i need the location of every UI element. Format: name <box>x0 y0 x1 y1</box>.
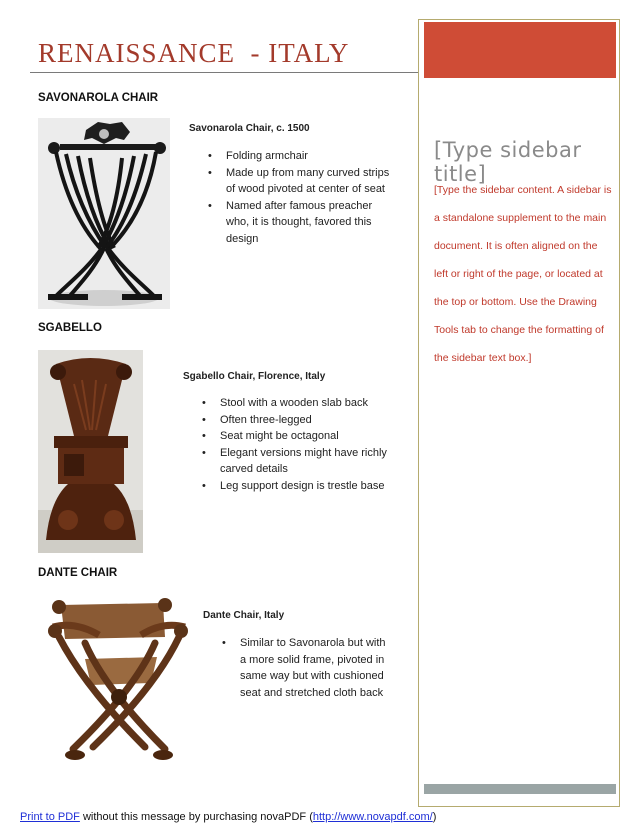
list-item: • Similar to Savonarola but with a more solid frame, pivoted in same way but with cushioned seat and stretched cloth back <box>220 635 390 701</box>
page-title: RENAISSANCE - ITALY <box>38 38 350 68</box>
section-heading-dante: DANTE CHAIR <box>38 567 118 579</box>
sidebar-title[interactable]: [Type sidebar title] <box>434 138 582 186</box>
bullet-list-dante <box>220 635 390 701</box>
footer-text: without this message by purchasing novaPDF ( <box>79 811 313 823</box>
caption-dante: Dante Chair, Italy <box>203 610 285 621</box>
list-item: • Often three-legged <box>200 412 390 429</box>
section-heading-savonarola: SAVONAROLA CHAIR <box>38 92 159 104</box>
list-item: • Seat might be octagonal <box>200 428 390 445</box>
bullet-list-savonarola <box>206 148 396 247</box>
list-item: • Made up from many curved strips of wood pivoted at center of seat <box>206 165 396 198</box>
print-to-pdf-link[interactable]: Print to PDF <box>20 811 80 823</box>
dante-chair-photo <box>45 597 193 764</box>
list-item: • Stool with a wooden slab back <box>200 395 390 412</box>
bullet-list-sgabello <box>200 395 390 494</box>
savonarola-chair-photo <box>38 118 170 309</box>
sgabello-chair-photo <box>38 350 143 553</box>
sidebar-header-band <box>424 22 616 78</box>
novapdf-url-link[interactable]: http://www.novapdf.com/ <box>312 811 433 823</box>
caption-savonarola: Savonarola Chair, c. 1500 <box>189 123 310 134</box>
section-heading-sgabello: SGABELLO <box>38 322 102 334</box>
list-item: • Elegant versions might have richly carved details <box>200 445 390 478</box>
footer-notice <box>20 811 436 823</box>
list-item: • Leg support design is trestle base <box>200 478 390 495</box>
list-item: • Named after famous preacher who, it is thought, favored this design <box>206 198 396 248</box>
title-divider <box>30 72 418 73</box>
caption-sgabello: Sgabello Chair, Florence, Italy <box>183 371 326 382</box>
sidebar-footer-band <box>424 784 616 794</box>
sidebar-content[interactable]: [Type the sidebar content. A sidebar is a standalone supplement to the main document. It is often aligned on the left or right of the page, or located at the top or bottom. Use the Drawing Tools tab to change the formatting of the sidebar text box.] <box>434 184 612 364</box>
list-item: • Folding armchair <box>206 148 396 165</box>
footer-text-end: ) <box>432 811 437 823</box>
